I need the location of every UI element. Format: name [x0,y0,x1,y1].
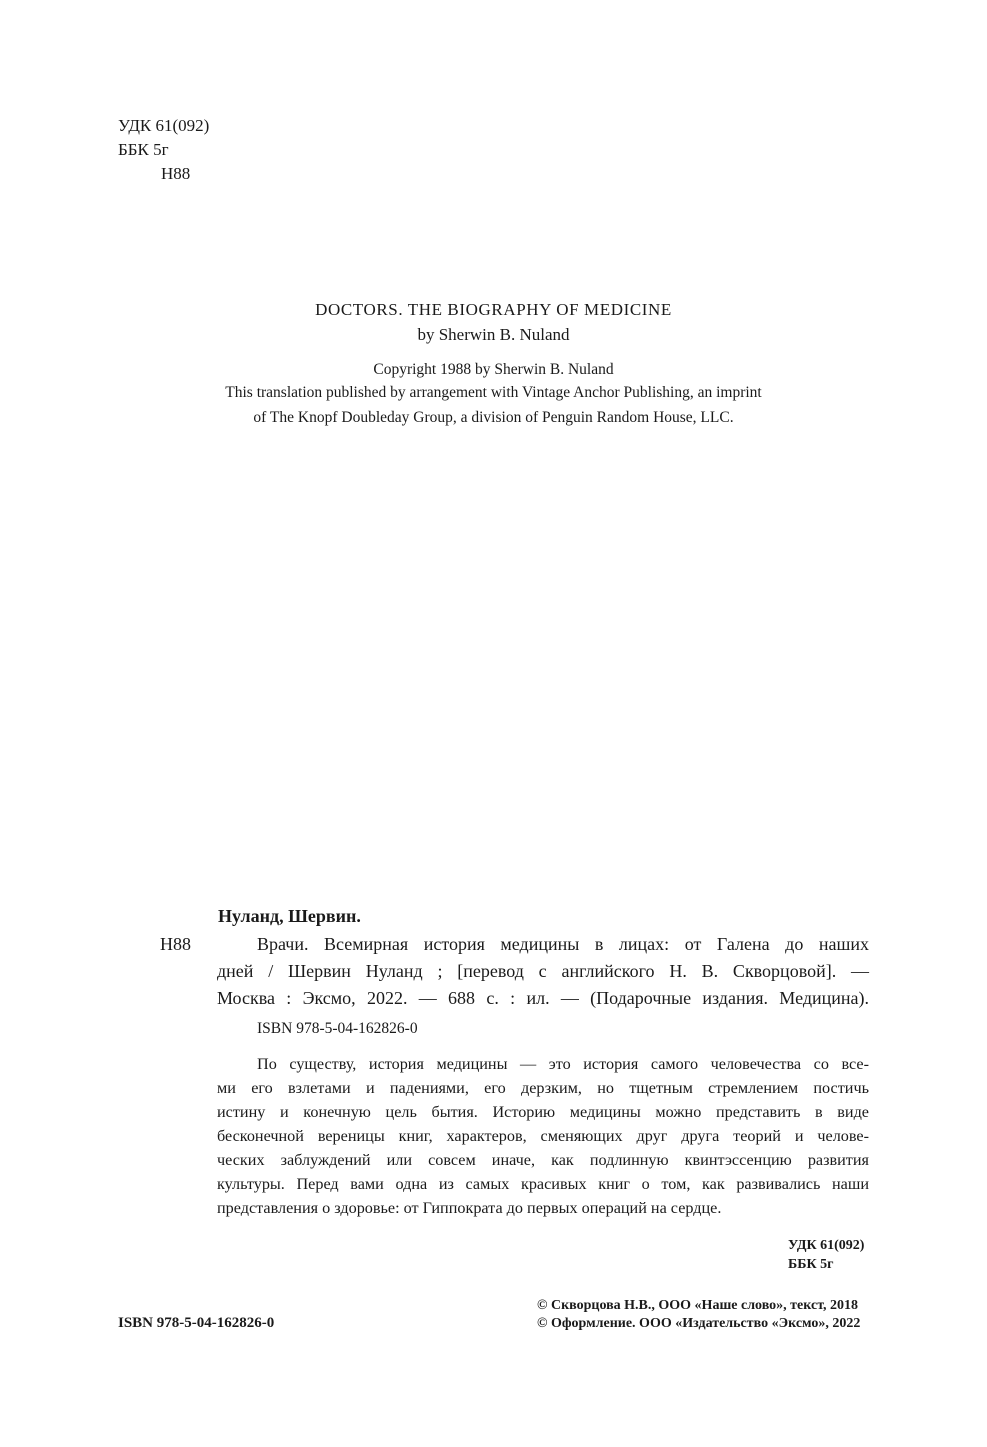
catalog-udk: УДК 61(092) [788,1238,865,1253]
catalog-description-line: дней / Шервин Нуланд ; [перевод с английского Н. В. Скворцовой]. — [217,961,869,981]
catalog-mark: Н88 [160,934,191,954]
author-mark: Н88 [161,164,191,183]
footer-copyright-line: © Оформление. ООО «Издательство «Эксмо», 2022 [537,1316,861,1331]
annotation-line: культуры. Перед вами одна из самых красивых книг о том, как развивались наши [217,1175,869,1193]
original-copyright: Copyright 1988 by Sherwin B. Nuland [373,361,614,378]
catalog-isbn: ISBN 978-5-04-162826-0 [257,1020,418,1037]
footer-isbn: ISBN 978-5-04-162826-0 [118,1315,275,1331]
catalog-author: Нуланд, Шервин. [218,906,361,926]
arrangement-line: This translation published by arrangement with Vintage Anchor Publishing, an imprint [225,384,762,401]
annotation-line: бесконечной вереницы книг, характеров, сменяющих друг друга теорий и челове- [217,1127,869,1145]
arrangement-line: of The Knopf Doubleday Group, a division of Penguin Random House, LLC. [253,409,734,426]
bbk-code: ББК 5г [118,140,169,159]
catalog-description-line: Москва : Эксмо, 2022. — 688 с. : ил. — (Подарочные издания. Медицина). [217,988,869,1008]
udk-code: УДК 61(092) [118,116,210,135]
annotation-line: ческих заблуждений или совсем иначе, как подлинную квинтэссенцию развития [217,1151,869,1169]
annotation-line: истину и конечную цель бытия. Историю медицины можно представить в виде [217,1103,869,1121]
original-author: by Sherwin B. Nuland [417,325,570,344]
catalog-bbk: ББК 5г [788,1257,834,1272]
annotation-line: По существу, история медицины — это история самого человечества со все- [257,1055,869,1073]
annotation-line: представления о здоровье: от Гиппократа до первых операций на сердце. [217,1199,722,1217]
catalog-description-line: Врачи. Всемирная история медицины в лицах: от Галена до наших [257,934,869,954]
footer-copyright-line: © Скворцова Н.В., ООО «Наше слово», текст, 2018 [537,1298,859,1313]
original-title: DOCTORS. THE BIOGRAPHY OF MEDICINE [315,300,672,319]
annotation-line: ми его взлетами и падениями, его дерзким, но тщетным стремлением постичь [217,1079,869,1097]
